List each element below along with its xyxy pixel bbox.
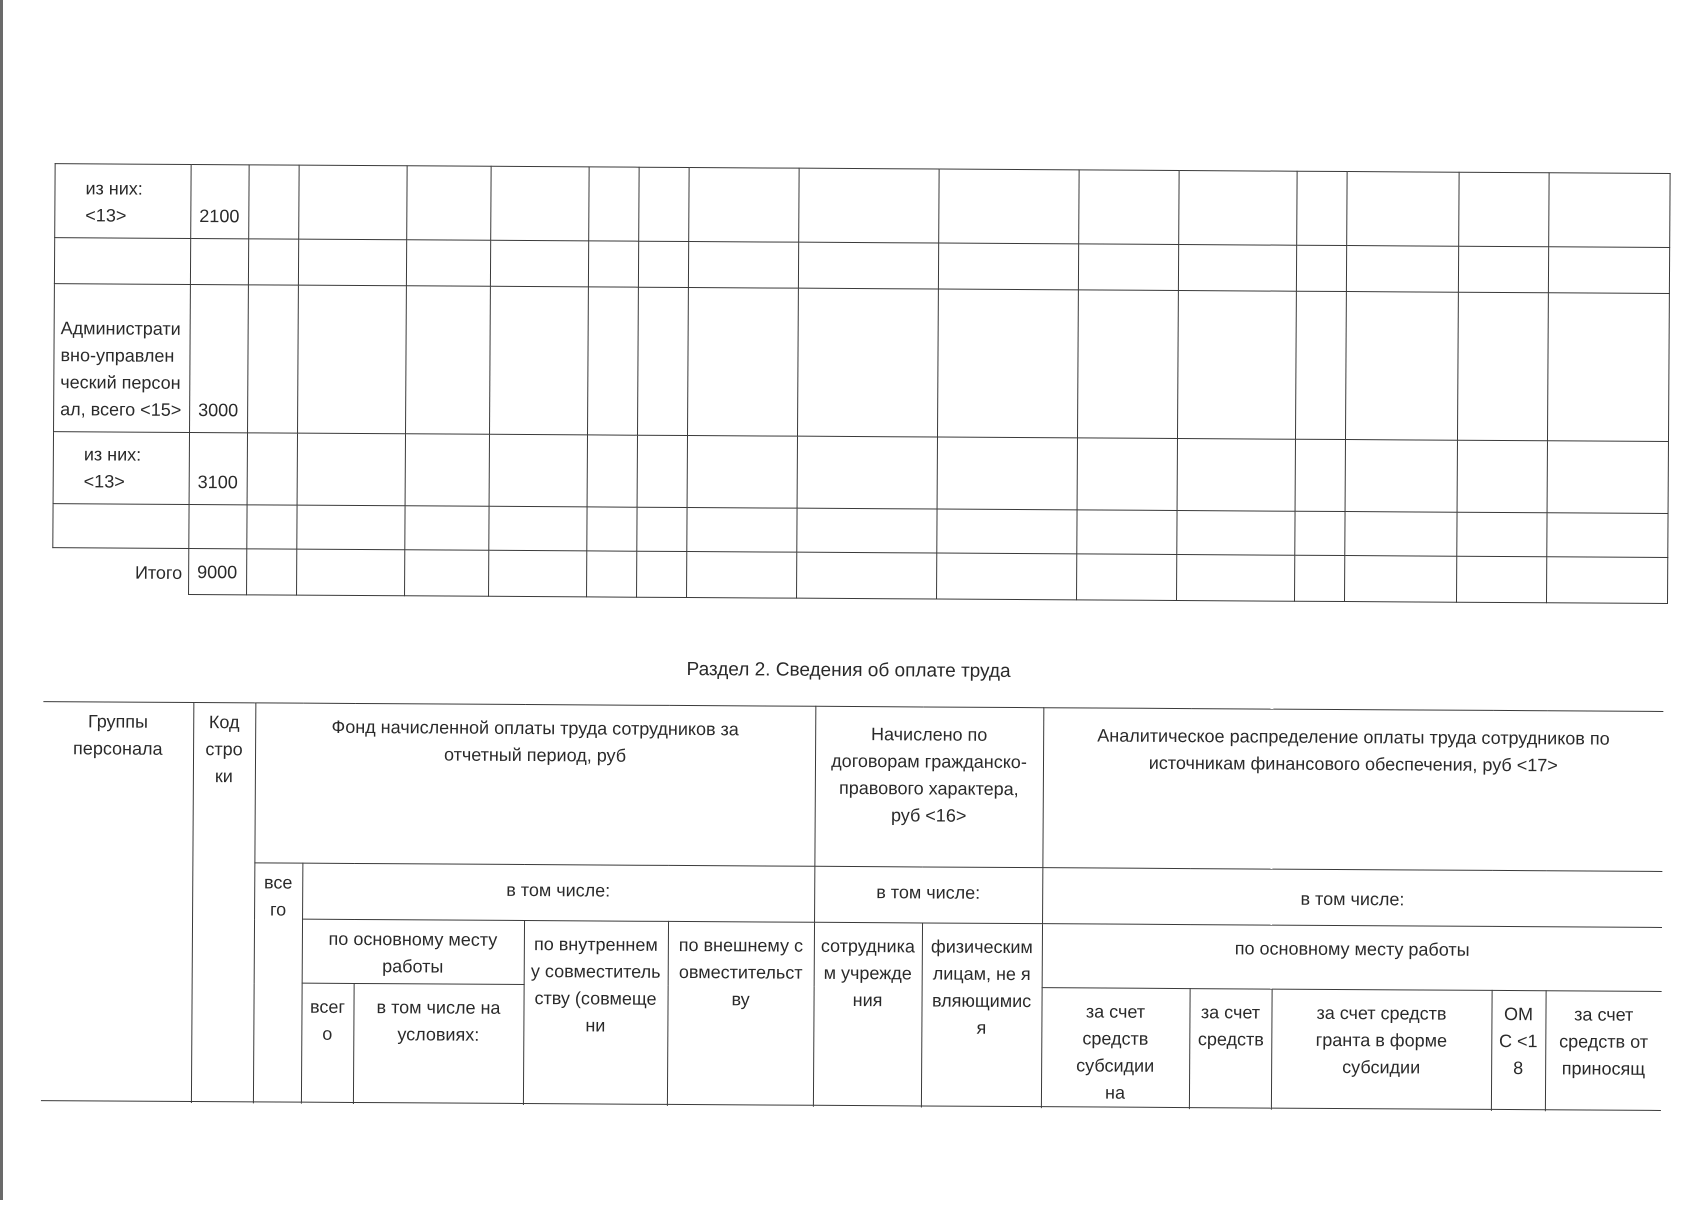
- row-label: [54, 238, 190, 285]
- row-label: [53, 504, 189, 549]
- header-gph: Начислено по договорам гражданско-правового характера, руб <16>: [814, 706, 1043, 867]
- header-groups: Группы персонала: [41, 702, 193, 1102]
- row-code: [190, 238, 248, 284]
- header-analytic: Аналитическое распределение оплаты труда сотрудников по источникам финансового обеспечения, руб <17>: [1042, 708, 1663, 872]
- row-label: Административно-управленческий персонал, всего <15>: [54, 284, 191, 433]
- header-gph-staff: сотрудникам учреждения: [813, 922, 922, 1106]
- header-main-place: по основному месту работы: [302, 919, 524, 984]
- table-bottom: [41, 701, 1663, 1111]
- table-row: [53, 548, 1668, 604]
- header-src-subsidy: за счет средств субсидии на: [1041, 988, 1190, 1108]
- row-label: [55, 164, 191, 239]
- header-fund-total: всего: [253, 863, 302, 1102]
- header-analytic-main: по основному месту работы: [1042, 924, 1662, 992]
- header-src-income: за счет средств от приносящ: [1545, 991, 1662, 1111]
- row-label-text: из них: <13>: [83, 444, 142, 492]
- header-main-total: всего: [301, 983, 354, 1102]
- table-row: [55, 164, 1670, 248]
- header-src-oms: ОМС <18: [1491, 990, 1546, 1109]
- header-code: Код строки: [191, 702, 255, 1101]
- header-internal: по внутреннему совместительству (совмещени: [523, 921, 668, 1105]
- row-code: 3100: [189, 432, 247, 504]
- header-external: по внешнему совместительству: [667, 921, 814, 1105]
- header-fund: Фонд начисленной оплаты труда сотрудников за отчетный период, руб: [254, 703, 815, 866]
- row-label-text: из них: <13>: [85, 178, 143, 226]
- header-src-funds: за счет средств: [1189, 989, 1272, 1108]
- row-code: 3000: [190, 284, 249, 432]
- row-code: 2100: [191, 164, 249, 238]
- section-title: Раздел 2. Сведения об оплате труда: [686, 659, 1011, 682]
- header-gph-incl: в том числе:: [814, 866, 1042, 923]
- table-row: [53, 432, 1668, 514]
- row-label: [53, 432, 189, 505]
- row-code: 9000: [189, 548, 247, 594]
- header-main-conditions: в том числе на условиях:: [353, 983, 524, 1103]
- table-row: [54, 284, 1670, 442]
- row-label: Итого: [53, 548, 189, 595]
- table-top: [52, 163, 1671, 604]
- header-gph-persons: физическим лицам, не являющимися: [921, 923, 1042, 1107]
- header-analytic-incl: в том числе:: [1042, 868, 1662, 928]
- header-src-grant: за счет средств гранта в форме субсидии: [1271, 989, 1492, 1109]
- header-fund-incl: в том числе:: [302, 863, 814, 922]
- row-code: [189, 504, 247, 548]
